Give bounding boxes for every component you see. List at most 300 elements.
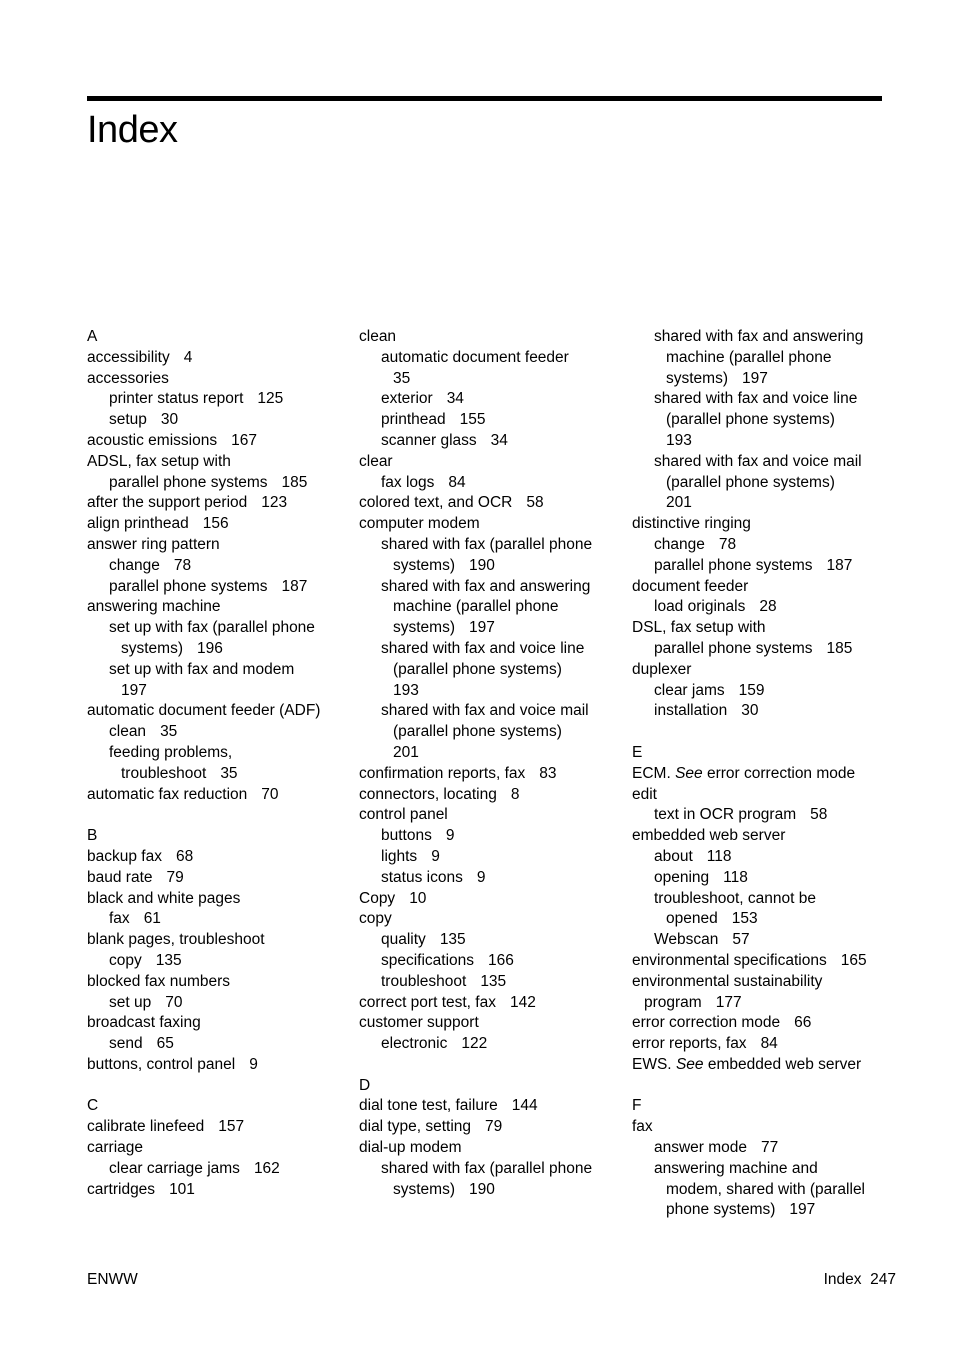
entry-term: exterior [381,390,433,408]
entry-term: printer status report [109,390,244,408]
entry-page-number: 118 [723,868,748,886]
entry-page-number: 187 [281,577,308,595]
index-subentry [359,1180,592,1201]
index-subentry [87,1159,320,1180]
index-entry [359,327,592,348]
entry-term: opening [654,868,710,886]
index-subentry [87,389,320,410]
index-column-3 [632,327,867,1221]
index-entry [87,972,320,993]
entry-term: phone systems) [666,1201,776,1219]
entry-page-number: 159 [738,681,765,699]
entry-term: dial type, setting [359,1118,472,1136]
index-entry [359,785,592,806]
entry-page-number: 193 [393,681,419,699]
entry-page-number: 197 [121,681,147,699]
entry-term: send [109,1035,143,1053]
index-subentry [632,1200,867,1221]
index-entry [632,826,867,847]
entry-page-number: 135 [155,951,182,969]
index-subentry [87,764,320,785]
entry-page-number: 68 [175,847,194,865]
entry-term: ADSL, fax setup with [87,452,231,470]
index-entry [632,618,867,639]
entry-term: automatic fax reduction [87,785,248,803]
index-entry [359,514,592,535]
entry-term: parallel phone systems [109,577,268,595]
index-subentry [632,410,867,431]
entry-page-number: 135 [480,972,507,990]
entry-term: (parallel phone systems) [393,723,562,741]
index-entry [87,369,320,390]
index-subentry [632,473,867,494]
entry-term: confirmation reports, fax [359,764,526,782]
section-gap [87,1076,320,1097]
entry-term: edit [632,785,657,803]
index-subentry [632,389,867,410]
see-reference: See [675,764,703,782]
section-gap [632,722,867,743]
entry-term: load originals [654,598,746,616]
footer-right [824,1270,896,1290]
index-subentry [359,348,592,369]
index-entry [359,1013,592,1034]
entry-term: systems) [393,619,455,637]
entry-term: answering machine [87,598,221,616]
entry-term: printhead [381,411,446,429]
entry-page-number: 142 [509,993,536,1011]
entry-page-number: 196 [197,639,223,657]
entry-term: dial-up modem [359,1139,462,1157]
entry-page-number: 177 [715,993,742,1011]
see-reference: See [675,1055,704,1073]
index-subentry [87,473,320,494]
index-column-2 [359,327,592,1200]
entry-term: clear [359,452,393,470]
index-subentry [87,556,320,577]
entry-term: troubleshoot [381,972,467,990]
entry-term: specifications [381,951,475,969]
index-subentry [359,930,592,951]
entry-term: align printhead [87,515,189,533]
entry-term: shared with fax and voice mail [381,702,589,720]
entry-term: computer modem [359,515,480,533]
index-entry [632,1117,867,1138]
entry-page-number: 123 [261,494,288,512]
entry-page-number: 84 [448,473,466,491]
entry-page-number: 125 [257,390,284,408]
entry-page-number: 9 [249,1055,258,1073]
entry-term: buttons, control panel [87,1055,236,1073]
index-subentry [632,889,867,910]
entry-page-number: 197 [789,1201,816,1219]
entry-page-number: 187 [826,556,853,574]
entry-page-number: 8 [510,785,520,803]
index-subentry [359,639,592,660]
index-entry [87,452,320,473]
index-subentry [632,993,867,1014]
entry-term: Copy [359,889,396,907]
entry-page-number: 79 [166,868,184,886]
index-entry [87,1180,320,1201]
entry-term: scanner glass [381,431,477,449]
entry-page-number: 193 [666,431,692,449]
index-subentry [87,410,320,431]
entry-term: shared with fax (parallel phone [381,535,593,553]
section-letter: E [632,743,643,761]
entry-page-number: 197 [469,619,495,637]
index-entry [87,868,320,889]
index-subentry [359,389,592,410]
index-subentry [87,660,320,681]
index-subentry [359,577,592,598]
index-entry [87,785,320,806]
index-subentry [632,1138,867,1159]
see-target: error correction mode [706,764,856,782]
entry-term: systems) [393,1180,455,1198]
entry-term: copy [359,910,392,928]
entry-term: shared with fax and voice line [381,639,585,657]
entry-term: carriage [87,1139,143,1157]
entry-page-number: 79 [485,1118,503,1136]
entry-term: error reports, fax [632,1035,747,1053]
entry-term: quality [381,931,426,949]
index-subentry [632,805,867,826]
section-letter: F [632,1097,642,1115]
entry-term: change [654,535,705,553]
index-subentry [359,743,592,764]
entry-term: dial tone test, failure [359,1097,498,1115]
index-subentry [87,722,320,743]
entry-page-number: 83 [539,764,557,782]
entry-term: status icons [381,868,463,886]
section-letter: C [87,1097,99,1115]
index-subentry [632,327,867,348]
index-subentry [359,847,592,868]
index-subentry [632,452,867,473]
entry-term: environmental specifications [632,951,827,969]
entry-page-number: 30 [160,411,179,429]
entry-page-number: 58 [810,806,828,824]
entry-page-number: 155 [459,411,486,429]
index-subentry [359,868,592,889]
index-entry [87,701,320,722]
entry-term: acoustic emissions [87,431,218,449]
index-entry [87,1138,320,1159]
entry-term: (parallel phone systems) [666,473,835,491]
index-subentry [632,847,867,868]
index-subentry [359,618,592,639]
entry-term: about [654,847,693,865]
entry-term: after the support period [87,494,248,512]
index-subentry [632,909,867,930]
entry-page-number: 122 [461,1035,488,1053]
entry-term: answer ring pattern [87,535,220,553]
entry-term: troubleshoot, cannot be [654,889,817,907]
entry-term: clean [109,723,147,741]
entry-term: automatic document feeder [381,348,569,366]
entry-page-number: 118 [706,847,732,865]
index-entry [359,1138,592,1159]
index-entry [87,889,320,910]
entry-term: troubleshoot [121,764,207,782]
entry-term: systems) [666,369,728,387]
index-subentry [87,618,320,639]
entry-term: blocked fax numbers [87,972,231,990]
index-entry [632,972,867,993]
entry-term: clean [359,328,397,345]
entry-page-number: 197 [742,369,768,387]
index-subentry [359,1159,592,1180]
entry-term: copy [109,951,142,969]
entry-term: baud rate [87,868,153,886]
index-subentry [87,743,320,764]
entry-term: blank pages, troubleshoot [87,931,265,949]
entry-page-number: 101 [169,1180,195,1198]
entry-page-number: 190 [469,556,495,574]
index-subentry [632,681,867,702]
section-letter: D [359,1076,371,1094]
index-entry [359,993,592,1014]
entry-term: cartridges [87,1180,156,1198]
index-subentry [632,556,867,577]
section-letter: B [87,827,98,845]
entry-page-number: 78 [173,556,192,574]
entry-term: change [109,556,160,574]
index-entry [359,1096,592,1117]
section-gap [359,1055,592,1076]
entry-page-number: 70 [165,993,183,1011]
index-subentry [632,868,867,889]
index-entry [359,493,592,514]
entry-page-number: 9 [476,868,486,886]
entry-term: connectors, locating [359,785,497,803]
entry-page-number: 190 [469,1180,495,1198]
index-entry [87,847,320,868]
index-subentry [359,473,592,494]
page-number: 247 [870,1271,896,1288]
entry-term: set up [109,993,152,1011]
index-subentry [632,701,867,722]
entry-term: opened [666,910,718,928]
index-subentry [632,348,867,369]
entry-page-number: 70 [261,785,279,803]
index-subentry [632,535,867,556]
index-entry [87,535,320,556]
section-gap [87,805,320,826]
index-subentry [359,431,592,452]
entry-term: shared with fax and voice mail [654,452,862,470]
entry-term: calibrate linefeed [87,1118,205,1136]
index-entry [632,951,867,972]
index-entry [632,514,867,535]
section-letter: A [87,328,98,345]
entry-page-number: 185 [281,473,308,491]
index-entry [359,909,592,930]
index-subentry [87,577,320,598]
entry-term: modem, shared with (parallel [666,1180,866,1198]
index-subentry [632,930,867,951]
entry-page-number: 185 [826,639,853,657]
index-subentry [632,1159,867,1180]
index-subentry [359,660,592,681]
entry-term: fax [109,910,130,928]
index-subentry [632,369,867,390]
entry-term: systems) [393,556,455,574]
page-title: Index [87,109,178,151]
index-subentry [359,1034,592,1055]
index-entry [632,577,867,598]
index-entry [87,348,320,369]
entry-term: accessibility [87,348,170,366]
entry-term: machine (parallel phone [666,348,832,366]
entry-term: distinctive ringing [632,515,751,533]
entry-term: environmental sustainability [632,972,823,990]
index-entry [632,764,867,785]
entry-term: error correction mode [632,1014,781,1032]
index-subentry [87,639,320,660]
entry-term: setup [109,411,147,429]
entry-term: set up with fax (parallel phone [109,619,315,637]
entry-term: backup fax [87,847,162,865]
entry-term: shared with fax and voice line [654,390,858,408]
entry-term: shared with fax and answering [654,328,864,345]
entry-term: installation [654,702,728,720]
entry-page-number: 167 [231,431,257,449]
index-subentry [359,701,592,722]
entry-term: DSL, fax setup with [632,619,766,637]
entry-term: EWS. [632,1055,672,1073]
entry-page-number: 162 [253,1159,280,1177]
entry-term: Webscan [654,931,719,949]
index-subentry [632,639,867,660]
entry-term: (parallel phone systems) [393,660,562,678]
entry-page-number: 153 [731,910,758,928]
entry-page-number: 61 [143,910,161,928]
entry-term: shared with fax and answering [381,577,591,595]
index-subentry [632,1180,867,1201]
index-subentry [632,431,867,452]
index-subentry [359,369,592,390]
entry-page-number: 34 [446,390,464,408]
entry-term: clear carriage jams [109,1159,240,1177]
index-entry [632,1013,867,1034]
index-entry [359,764,592,785]
index-entry [87,597,320,618]
entry-term: automatic document feeder (ADF) [87,702,321,720]
entry-term: systems) [121,639,183,657]
entry-page-number: 35 [393,369,411,387]
index-entry [359,889,592,910]
index-subentry [359,597,592,618]
index-entry [87,1055,320,1076]
index-entry [87,431,320,452]
entry-term: colored text, and OCR [359,494,513,512]
index-entry [87,514,320,535]
entry-page-number: 157 [218,1118,245,1136]
index-subentry [359,410,592,431]
index-entry [359,805,592,826]
entry-term: set up with fax and modem [109,660,295,678]
footer-label: Index [823,1271,862,1288]
entry-page-number: 156 [202,515,229,533]
entry-page-number: 166 [488,951,514,969]
index-subentry [359,535,592,556]
entry-term: answering machine and [654,1159,818,1177]
index-subentry [359,826,592,847]
entry-term: electronic [381,1035,448,1053]
index-subentry [359,556,592,577]
entry-page-number: 201 [666,494,692,512]
entry-page-number: 78 [718,535,737,553]
entry-term: embedded web server [632,827,786,845]
index-subentry [87,681,320,702]
entry-term: feeding problems, [109,743,233,761]
index-entry [359,452,592,473]
entry-page-number: 65 [156,1035,174,1053]
entry-page-number: 35 [160,723,178,741]
entry-page-number: 66 [794,1014,812,1032]
entry-page-number: 10 [409,889,427,907]
entry-page-number: 9 [431,847,440,865]
entry-term: ECM. [632,764,671,782]
entry-page-number: 58 [526,494,544,512]
index-subentry [632,597,867,618]
index-subentry [87,951,320,972]
entry-page-number: 77 [761,1139,779,1157]
title-rule [87,96,882,101]
entry-term: lights [381,847,418,865]
entry-term: parallel phone systems [109,473,268,491]
entry-page-number: 201 [393,743,419,761]
entry-page-number: 9 [445,827,455,845]
entry-page-number: 84 [760,1035,778,1053]
entry-page-number: 165 [840,951,867,969]
index-entry [87,1013,320,1034]
entry-term: correct port test, fax [359,993,496,1011]
index-subentry [87,1034,320,1055]
entry-term: shared with fax (parallel phone [381,1159,593,1177]
index-entry [87,493,320,514]
index-entry [632,785,867,806]
entry-term: black and white pages [87,889,241,907]
entry-term: customer support [359,1014,479,1032]
entry-term: machine (parallel phone [393,598,559,616]
entry-term: program [644,993,702,1011]
entry-term: clear jams [654,681,725,699]
index-entry [632,660,867,681]
index-subentry [359,972,592,993]
entry-page-number: 30 [741,702,759,720]
footer-left: ENWW [87,1271,138,1288]
entry-term: fax [632,1118,653,1136]
entry-term: buttons [381,827,432,845]
entry-term: accessories [87,369,169,387]
entry-page-number: 4 [183,348,193,366]
entry-term: (parallel phone systems) [666,411,835,429]
entry-term: document feeder [632,577,749,595]
entry-page-number: 144 [511,1097,538,1115]
entry-page-number: 34 [490,431,508,449]
entry-term: answer mode [654,1139,748,1157]
index-subentry [359,951,592,972]
index-subentry [359,681,592,702]
index-subentry [632,493,867,514]
index-entry [359,1117,592,1138]
index-subentry [359,722,592,743]
section-gap [632,1076,867,1097]
entry-term: parallel phone systems [654,639,813,657]
